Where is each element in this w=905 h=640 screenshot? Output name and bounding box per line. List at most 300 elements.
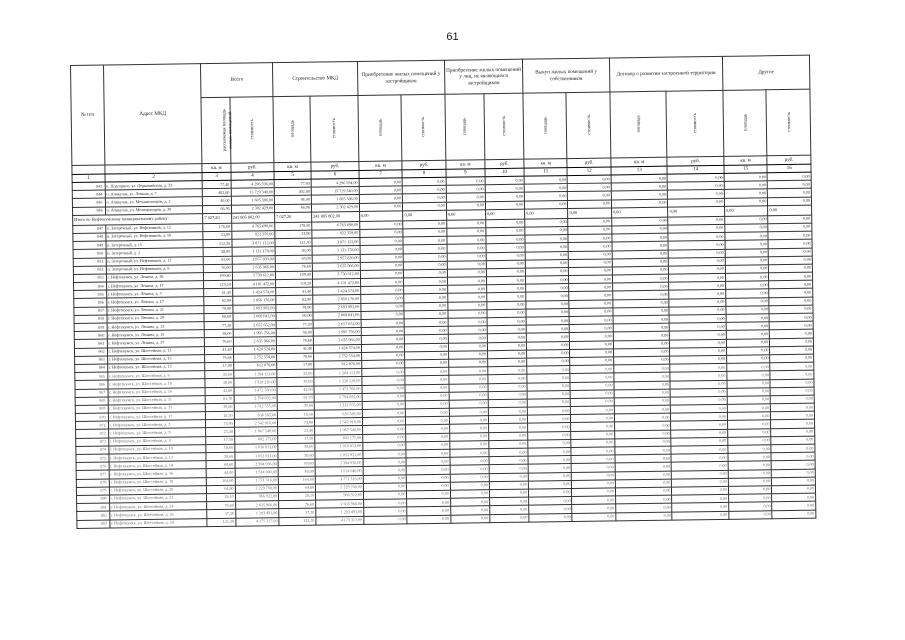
row-address: г. Нефтекумск, ул. Ленина, д. 21	[106, 305, 204, 315]
zero-value: 0,00	[361, 302, 405, 311]
zero-value: 0,00	[363, 499, 407, 508]
zero-value: 0,00	[727, 404, 771, 413]
header-sub-cost: стоимость	[566, 92, 610, 159]
construction-cost: 2 068 041,00	[313, 311, 361, 320]
zero-value: 0,00	[668, 216, 725, 225]
zero-value: 0,00	[363, 450, 407, 459]
total-area: 81,70	[206, 395, 234, 404]
zero-value: 0,00	[769, 256, 813, 265]
total-area: 60,00	[204, 313, 232, 322]
zero-value: 0,00	[771, 428, 815, 437]
total-area: 164,60	[207, 477, 235, 486]
row-number: 882	[77, 511, 110, 520]
row-number: 870	[75, 413, 108, 422]
zero-value: 0,00	[488, 399, 527, 408]
zero-value: 0,00	[729, 510, 773, 519]
zero-value: 0,00	[728, 428, 772, 437]
total-area: 17,50	[206, 436, 234, 445]
construction-area: 38,00	[275, 246, 312, 255]
total-cost: 1 424 574,00	[232, 288, 276, 297]
total-cost: 636 585,00	[234, 411, 278, 420]
zero-value: 0,00	[489, 432, 528, 441]
header-sub-cost: стоимость	[766, 89, 811, 156]
zero-value: 0,00	[407, 482, 451, 491]
zero-value: 0,00	[772, 485, 816, 494]
row-address: г. Нефтекумск, ул. Ленина, д. 13	[107, 322, 205, 332]
zero-value: 0,00	[768, 180, 812, 189]
row-address: г. Нефтекумск, ул. Ленина, д. 5	[106, 289, 204, 299]
zero-value: 0,00	[727, 412, 771, 421]
unit-rub: руб.	[402, 160, 446, 170]
zero-value: 0,00	[725, 232, 769, 241]
row-number: 867	[75, 389, 108, 398]
zero-value: 0,00	[616, 503, 673, 512]
zero-value: 0,00	[769, 248, 813, 257]
zero-value: 0,00	[359, 186, 403, 195]
zero-value: 0,00	[669, 265, 726, 274]
zero-value: 0,00	[403, 185, 447, 194]
row-number: 852	[73, 266, 106, 275]
zero-value: 0,00	[728, 445, 772, 454]
zero-value: 0,00	[526, 276, 570, 285]
column-number: 9	[446, 169, 485, 178]
row-number: 846	[72, 207, 105, 216]
zero-value: 0,00	[570, 341, 614, 350]
zero-value: 0,00	[524, 200, 568, 209]
total-area: 109,40	[204, 272, 232, 281]
zero-value: 0,00	[524, 192, 568, 201]
total-area: 82,90	[204, 297, 232, 306]
zero-value: 0,00	[359, 211, 403, 222]
zero-value: 0,00	[670, 339, 727, 348]
zero-value: 0,00	[406, 457, 450, 466]
zero-value: 0,00	[614, 381, 671, 390]
zero-value: 0,00	[489, 489, 528, 498]
column-number: 14	[667, 165, 724, 174]
zero-value: 0,00	[570, 349, 614, 358]
total-cost: 1 472 760,00	[234, 386, 278, 395]
zero-value: 0,00	[770, 370, 814, 379]
total-cost: 2 957 830,00	[232, 255, 276, 264]
zero-value: 0,00	[364, 507, 408, 516]
zero-value: 0,00	[671, 404, 728, 413]
total-cost: 4 296 594,00	[231, 180, 275, 189]
zero-value: 0,00	[614, 397, 671, 406]
zero-value: 0,00	[671, 429, 728, 438]
zero-value: 0,00	[404, 294, 448, 303]
construction-area: 58,60	[278, 443, 315, 452]
zero-value: 0,00	[611, 182, 668, 191]
zero-value: 0,00	[363, 474, 407, 483]
zero-value: 0,00	[361, 343, 405, 352]
total-area: 178,60	[203, 223, 231, 232]
zero-value: 0,00	[570, 373, 614, 382]
zero-value: 0,00	[571, 406, 615, 415]
zero-value: 0,00	[450, 457, 489, 466]
zero-value: 0,00	[404, 261, 448, 270]
zero-value: 0,00	[672, 494, 729, 503]
row-number: 854	[74, 282, 107, 291]
zero-value: 0,00	[403, 236, 447, 245]
zero-value: 0,00	[671, 413, 728, 422]
zero-value: 0,00	[525, 259, 569, 268]
zero-value: 0,00	[724, 206, 768, 217]
total-area: 65,00	[204, 256, 232, 265]
construction-area: 76,66	[277, 353, 314, 362]
unit-sq: кв. м	[724, 156, 768, 166]
zero-value: 0,00	[450, 481, 489, 490]
construction-area: 42,80	[277, 386, 314, 395]
zero-value: 0,00	[727, 396, 771, 405]
zero-value: 0,00	[614, 372, 671, 381]
zero-value: 0,00	[728, 453, 772, 462]
zero-value: 0,00	[527, 382, 571, 391]
construction-cost: 2 657 652,00	[313, 319, 361, 328]
zero-value: 0,00	[487, 301, 526, 310]
column-number: 2	[105, 173, 203, 182]
zero-value: 0,00	[524, 184, 568, 193]
zero-value: 0,00	[446, 177, 485, 186]
row-address: г. Нефтекумск, ул. Шоссейная, д. 17	[108, 412, 206, 422]
row-number: 860	[74, 331, 107, 340]
total-cost: 2 302 429,00	[231, 204, 275, 213]
zero-value: 0,00	[407, 498, 451, 507]
zero-value: 0,00	[669, 282, 726, 291]
total-cost: 241 805 802,00	[231, 212, 275, 223]
zero-value: 0,00	[362, 401, 406, 410]
total-area: 76,60	[204, 264, 232, 273]
zero-value: 0,00	[360, 253, 404, 262]
zero-value: 0,00	[405, 326, 449, 335]
zero-value: 0,00	[728, 477, 772, 486]
construction-cost: 3 730 612,00	[312, 270, 360, 279]
zero-value: 0,00	[672, 470, 729, 479]
zero-value: 0,00	[448, 301, 487, 310]
zero-value: 0,00	[449, 391, 488, 400]
zero-value: 0,00	[613, 282, 670, 291]
row-number: 848	[73, 233, 106, 242]
zero-value: 0,00	[725, 273, 769, 282]
total-cost: 4 175 317,00	[235, 517, 279, 526]
row-address: г. Нефтекумск, ул. Шоссейная, д. 22	[109, 494, 207, 504]
zero-value: 0,00	[487, 334, 526, 343]
zero-value: 0,00	[450, 449, 489, 458]
header-group-development-contract: Договор о развитии застроенной территории	[609, 56, 722, 92]
zero-value: 0,00	[489, 456, 528, 465]
zero-value: 0,00	[771, 403, 815, 412]
row-number: 864	[75, 364, 108, 373]
zero-value: 0,00	[729, 494, 773, 503]
row-address: г. Нефтекумск, ул. Шоссейная, д. 18	[107, 379, 205, 389]
zero-value: 0,00	[403, 228, 447, 237]
row-number: 872	[76, 429, 109, 438]
zero-value: 0,00	[726, 338, 770, 347]
zero-value: 0,00	[569, 283, 613, 292]
column-number: 3	[202, 172, 230, 180]
zero-value: 0,00	[528, 448, 572, 457]
zero-value: 0,00	[571, 398, 615, 407]
zero-value: 0,00	[668, 224, 725, 233]
row-address: г. Нефтекумск, ул. Ленина, д. 37	[107, 338, 205, 348]
zero-value: 0,00	[487, 342, 526, 351]
zero-value: 0,00	[725, 216, 769, 225]
row-address: г. Нефтекумск, ул. Шоссейная, д. 9	[108, 428, 206, 438]
row-number: 873	[76, 438, 109, 447]
header-sub-settle-area: расселяемая площадь жилых помещений	[201, 97, 230, 163]
total-cost: 1 605 386,00	[231, 196, 275, 205]
row-address: г. Нефтекумск, ул. Ленина, д. 20	[107, 313, 205, 323]
zero-value: 0,00	[487, 350, 526, 359]
row-address: г. Нефтекумск, ул. Шоссейная, д. 15	[108, 404, 206, 414]
total-area: 73,90	[206, 419, 234, 428]
zero-value: 0,00	[450, 441, 489, 450]
zero-value: 0,00	[769, 297, 813, 306]
construction-cost: 2 957 830,00	[312, 254, 360, 263]
zero-value: 0,00	[488, 424, 527, 433]
zero-value: 0,00	[571, 390, 615, 399]
row-number: 876	[76, 462, 109, 471]
construction-cost: 612 076,00	[314, 360, 362, 369]
construction-area: 23,90	[275, 230, 312, 239]
zero-value: 0,00	[769, 280, 813, 289]
zero-value: 0,00	[571, 414, 615, 423]
total-area: 44,00	[207, 469, 235, 478]
zero-value: 0,00	[772, 469, 816, 478]
zero-value: 0,00	[568, 208, 612, 219]
zero-value: 0,00	[529, 505, 573, 514]
zero-value: 0,00	[570, 324, 614, 333]
construction-cost: 241 805 802,00	[312, 211, 360, 222]
zero-value: 0,00	[407, 474, 451, 483]
zero-value: 0,00	[528, 488, 572, 497]
zero-value: 0,00	[772, 461, 816, 470]
zero-value: 0,00	[568, 183, 612, 192]
zero-value: 0,00	[487, 293, 526, 302]
column-number: 1	[72, 174, 105, 182]
total-area: 23,90	[203, 231, 231, 240]
zero-value: 0,00	[615, 438, 672, 447]
column-number: 7	[359, 170, 403, 179]
zero-value: 0,00	[727, 387, 771, 396]
zero-value: 0,00	[489, 473, 528, 482]
row-address: п. Ачикулак, ул. Механизаторов, д. 2	[105, 197, 203, 207]
construction-cost: 1 328 220,00	[314, 377, 362, 386]
zero-value: 0,00	[447, 277, 486, 286]
construction-cost: 4 765 690,00	[312, 221, 360, 230]
row-number: 871	[75, 421, 108, 430]
zero-value: 0,00	[360, 270, 404, 279]
construction-cost: 636 585,00	[314, 410, 362, 419]
zero-value: 0,00	[486, 260, 525, 269]
zero-value: 0,00	[572, 463, 616, 472]
zero-value: 0,00	[572, 504, 616, 513]
row-number: 863	[75, 356, 108, 365]
zero-value: 0,00	[406, 466, 450, 475]
zero-value: 0,00	[448, 359, 487, 368]
construction-area: 164,60	[278, 476, 315, 485]
zero-value: 0,00	[726, 289, 770, 298]
zero-value: 0,00	[611, 174, 668, 183]
total-cost: 2 229 768,00	[235, 484, 279, 493]
header-sub-area: площадь	[358, 95, 402, 162]
construction-area: 46,00	[274, 196, 311, 205]
column-number: 10	[485, 168, 524, 177]
zero-value: 0,00	[524, 176, 568, 185]
unit-sq: кв. м	[274, 162, 311, 172]
construction-cost: 2 302 429,00	[312, 203, 360, 212]
row-address: п. Подгорное, ул. Первомайская, д. 33	[105, 181, 203, 191]
total-area: 64,80	[207, 485, 235, 494]
total-area: 7 027,20	[203, 213, 231, 223]
zero-value: 0,00	[569, 300, 613, 309]
row-number: 883	[77, 519, 110, 528]
zero-value: 0,00	[405, 343, 449, 352]
zero-value: 0,00	[771, 411, 815, 420]
row-number: 879	[76, 487, 109, 496]
zero-value: 0,00	[526, 300, 570, 309]
zero-value: 0,00	[571, 455, 615, 464]
zero-value: 0,00	[448, 342, 487, 351]
zero-value: 0,00	[486, 268, 525, 277]
zero-value: 0,00	[449, 432, 488, 441]
zero-value: 0,00	[727, 371, 771, 380]
scanned-table-sheet	[70, 55, 818, 625]
zero-value: 0,00	[361, 319, 405, 328]
zero-value: 0,00	[726, 306, 770, 315]
zero-value: 0,00	[485, 184, 524, 193]
total-area: 402,80	[203, 188, 231, 197]
zero-value: 0,00	[668, 182, 725, 191]
column-number: 6	[311, 170, 359, 179]
construction-area: 65,00	[275, 255, 312, 264]
page-number: 61	[446, 31, 459, 43]
zero-value: 0,00	[612, 250, 669, 259]
zero-value: 0,00	[363, 491, 407, 500]
zero-value: 0,00	[769, 272, 813, 281]
zero-value: 0,00	[363, 458, 407, 467]
total-cost: 1 995 756,00	[233, 329, 277, 338]
zero-value: 0,00	[403, 245, 447, 254]
zero-value: 0,00	[613, 315, 670, 324]
zero-value: 0,00	[528, 423, 572, 432]
zero-value: 0,00	[572, 496, 616, 505]
zero-value: 0,00	[670, 323, 727, 332]
zero-value: 0,00	[612, 274, 669, 283]
zero-value: 0,00	[528, 431, 572, 440]
total-cost: 3 730 612,00	[232, 272, 276, 281]
row-number: 850	[73, 249, 106, 258]
zero-value: 0,00	[362, 417, 406, 426]
header-sub-cost: стоимость	[484, 93, 524, 160]
total-area: 23,40	[206, 428, 234, 437]
zero-value: 0,00	[569, 267, 613, 276]
zero-value: 0,00	[363, 433, 407, 442]
construction-area: 44,00	[278, 467, 315, 476]
zero-value: 0,00	[402, 177, 446, 186]
zero-value: 0,00	[611, 199, 668, 208]
header-group-purchase-nondeveloper: Приобретение жилых помещений у лиц, не являющихся застройщиком	[444, 59, 523, 94]
zero-value: 0,00	[490, 505, 529, 514]
zero-value: 0,00	[568, 218, 612, 227]
row-address: п. Затеречный, д. 2	[106, 248, 204, 258]
zero-value: 0,00	[490, 514, 529, 523]
zero-value: 0,00	[772, 477, 816, 486]
zero-value: 0,00	[669, 298, 726, 307]
construction-area: 77,40	[274, 179, 311, 188]
construction-area: 39,80	[277, 402, 314, 411]
zero-value: 0,00	[768, 231, 812, 240]
zero-value: 0,00	[612, 241, 669, 250]
total-area: 112,30	[203, 239, 231, 248]
zero-value: 0,00	[669, 290, 726, 299]
zero-value: 0,00	[488, 366, 527, 375]
unit-rub: руб.	[311, 161, 359, 171]
total-area: 77,40	[203, 180, 231, 189]
construction-cost: 966 922,00	[316, 491, 364, 500]
row-address: г. Нефтекумск, ул. Шоссейная, д. 16	[108, 387, 206, 397]
zero-value: 0,00	[526, 333, 570, 342]
zero-value: 0,00	[672, 511, 729, 520]
construction-area: 17,00	[277, 361, 314, 370]
zero-value: 0,00	[404, 302, 448, 311]
row-number: 866	[75, 380, 108, 389]
zero-value: 0,00	[771, 444, 815, 453]
zero-value: 0,00	[615, 471, 672, 480]
zero-value: 0,00	[527, 415, 571, 424]
zero-value: 0,00	[360, 262, 404, 271]
construction-area: 81,70	[277, 394, 314, 403]
total-area: 38,00	[203, 248, 231, 257]
zero-value: 0,00	[360, 237, 404, 246]
total-cost: 15 729 340,00	[231, 188, 275, 197]
unit-sq: кв. м	[202, 163, 230, 172]
zero-value: 0,00	[770, 387, 814, 396]
zero-value: 0,00	[612, 225, 669, 234]
zero-value: 0,00	[362, 393, 406, 402]
zero-value: 0,00	[570, 365, 614, 374]
zero-value: 0,00	[363, 466, 407, 475]
construction-area: 60,00	[276, 312, 313, 321]
zero-value: 0,00	[768, 189, 812, 198]
zero-value: 0,00	[614, 405, 671, 414]
zero-value: 0,00	[669, 257, 726, 266]
row-number: 845	[72, 198, 105, 207]
zero-value: 0,00	[450, 465, 489, 474]
zero-value: 0,00	[614, 356, 671, 365]
row-address: г. Нефтекумск, ул. Шоссейная, д. 11	[108, 395, 206, 405]
zero-value: 0,00	[526, 292, 570, 301]
construction-area: 7 027,20	[275, 212, 312, 223]
zero-value: 0,00	[405, 335, 449, 344]
construction-area: 66,96	[275, 204, 312, 213]
row-address: г. Нефтекумск, ул. Ленина, д. 17	[106, 297, 204, 307]
zero-value: 0,00	[447, 244, 486, 253]
zero-value: 0,00	[615, 479, 672, 488]
row-number: 868	[75, 397, 108, 406]
zero-value: 0,00	[449, 424, 488, 433]
zero-value: 0,00	[771, 452, 815, 461]
zero-value: 0,00	[671, 421, 728, 430]
total-cost: 4 765 690,00	[231, 222, 275, 231]
zero-value: 0,00	[767, 172, 811, 181]
zero-value: 0,00	[446, 201, 485, 210]
header-group-buyout: Выкуп жилых помещений у собственников	[522, 58, 609, 93]
zero-value: 0,00	[614, 413, 671, 422]
zero-value: 0,00	[405, 359, 449, 368]
zero-value: 0,00	[772, 510, 816, 519]
zero-value: 0,00	[525, 243, 569, 252]
zero-value: 0,00	[670, 363, 727, 372]
